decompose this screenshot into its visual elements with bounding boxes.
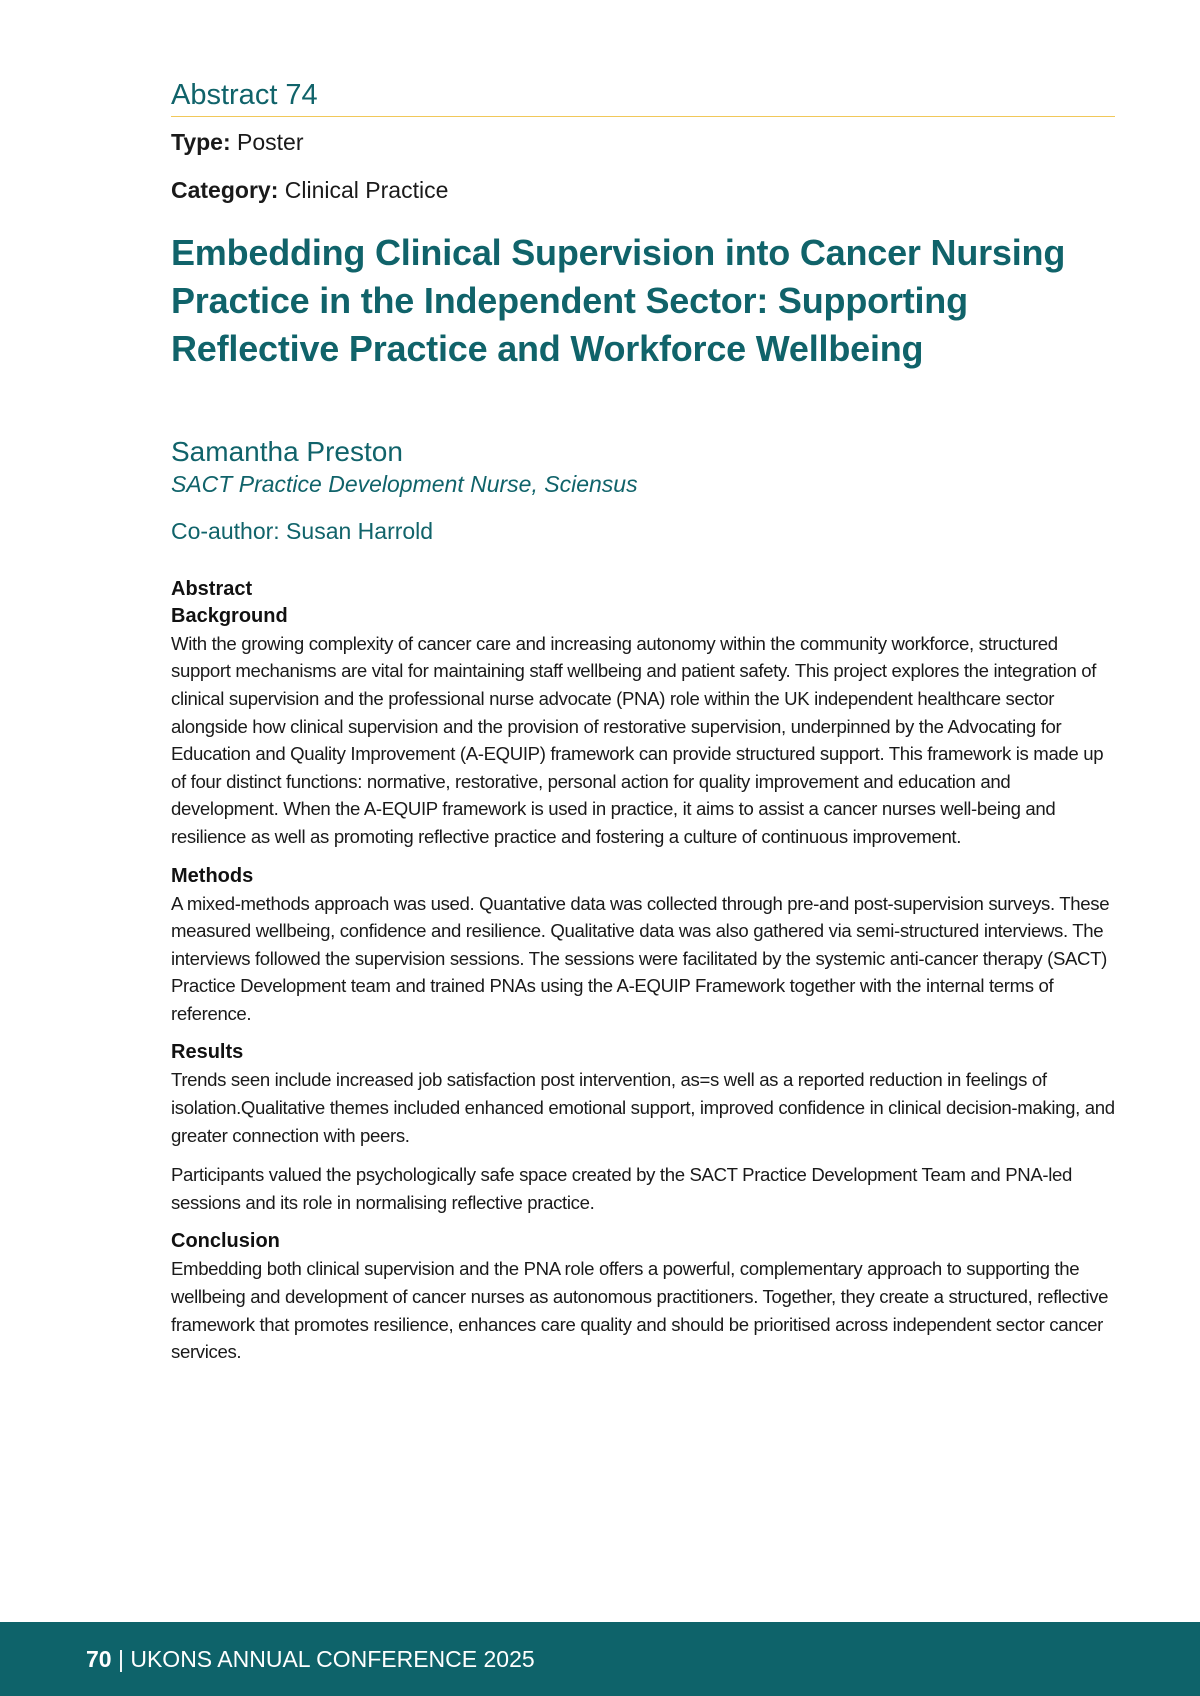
author-role: SACT Practice Development Nurse, Sciensus	[171, 470, 638, 497]
background-heading: Background	[171, 604, 288, 627]
methods-heading: Methods	[171, 864, 254, 887]
results-section	[171, 1039, 1115, 1216]
methods-paragraph: A mixed-methods approach was used. Quantative data was collected through pre-and post-supervision surveys. These measured wellbeing, confidence and resilience. Qualitative data was also gathered via semi-structured interviews. The interviews followed the supervision sessions. The sessions were facilitated by the systemic anti-cancer therapy (SACT) Practice Development team and trained PNAs using the A-EQUIP Framework together with the internal terms of reference.	[171, 892, 1110, 1024]
page-number: 70	[86, 1646, 112, 1672]
abstract-title: Embedding Clinical Supervision into Cancer Nursing Practice in the Independent Sector: Supporting Reflective Practice and Workforce Wellbeing	[171, 231, 1066, 369]
background-section	[171, 603, 1115, 851]
abstract-number: Abstract 74	[171, 78, 1115, 117]
methods-section	[171, 863, 1115, 1028]
conclusion-heading: Conclusion	[171, 1230, 280, 1253]
coauthor: Co-author: Susan Harrold	[171, 518, 434, 545]
results-paragraph-1: Trends seen include increased job satisfaction post intervention, as=s well as a reported reduction in feelings of isolation.Qualitative themes included enhanced emotional support, improved confidence in clinical decision-making, and greater connection with peers.	[171, 1069, 1115, 1146]
abstract-heading: Abstract	[171, 577, 253, 600]
results-paragraph-2: Participants valued the psychologically safe space created by the SACT Practice Development Team and PNA-led sessions and its role in normalising reflective practice.	[171, 1164, 1072, 1213]
type-value: Poster	[230, 128, 304, 155]
abstract-page	[171, 78, 1115, 1366]
results-heading: Results	[171, 1041, 244, 1064]
background-paragraph: With the growing complexity of cancer care and increasing autonomy within the community workforce, structured support mechanisms are vital for maintaining staff wellbeing and patient safety. This project explores the integration of clinical supervision and the professional nurse advocate (PNA) role within the UK independent healthcare sector alongside how clinical supervision and the provision of restorative supervision, underpinned by the Advocating for Education and Quality Improvement (A-EQUIP) framework can provide structured support. This framework is made up of four distinct functions: normative, restorative, personal action for quality improvement and education and development. When the A-EQUIP framework is used in practice, it aims to assist a cancer nurses well-being and resilience as well as promoting reflective practice and fostering a culture of continuous improvement.	[171, 632, 1104, 847]
type-label: Type:	[171, 128, 231, 155]
conclusion-paragraph: Embedding both clinical supervision and the PNA role offers a powerful, complementary approach to supporting the wellbeing and development of cancer nurses as autonomous practitioners. Together, they create a structured, reflective framework that promotes resilience, enhances care quality and should be prioritised across independent sector cancer services.	[171, 1258, 1109, 1363]
page-footer	[0, 1622, 1200, 1696]
type-line	[171, 129, 1115, 157]
footer-separator: |	[111, 1646, 131, 1672]
category-value: Clinical Practice	[278, 177, 449, 204]
category-label: Category:	[171, 177, 279, 204]
category-line	[171, 177, 1115, 205]
conference-name: UKONS ANNUAL CONFERENCE 2025	[130, 1646, 535, 1672]
author-name: Samantha Preston	[171, 435, 403, 467]
conclusion-section	[171, 1228, 1115, 1365]
